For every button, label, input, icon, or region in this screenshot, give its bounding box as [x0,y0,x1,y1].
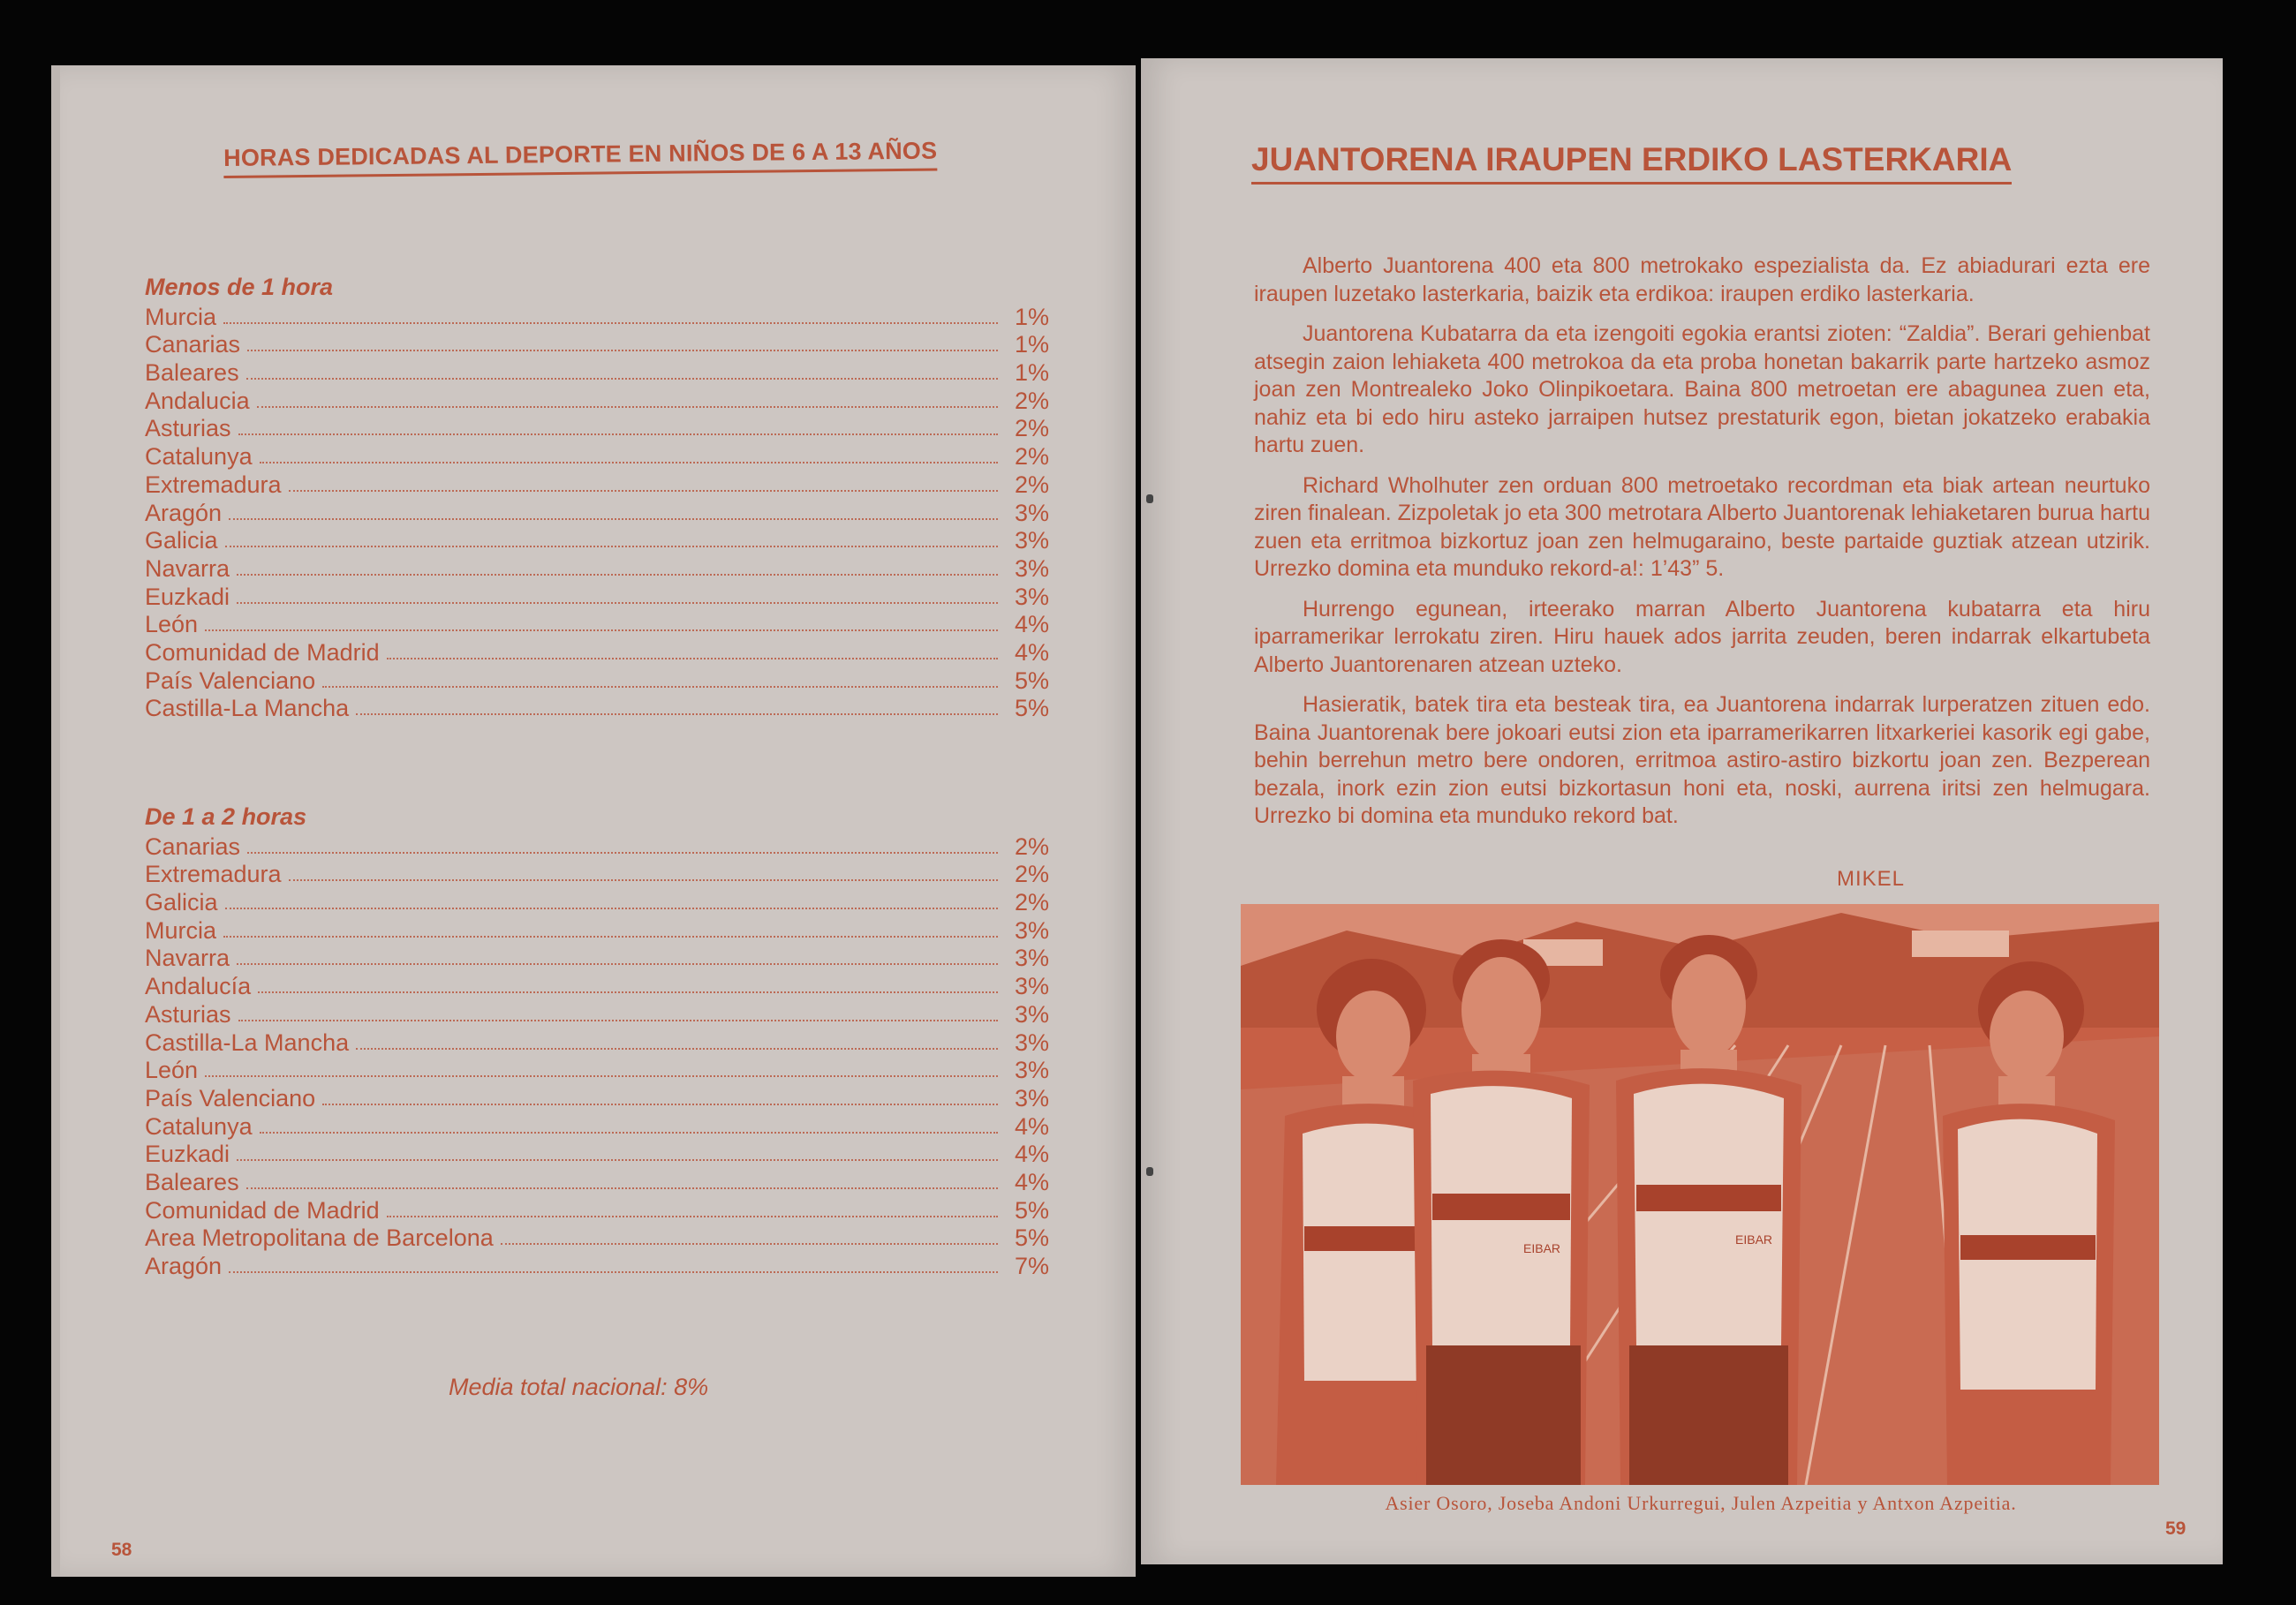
table-row [145,526,1049,554]
region-name: Euzkadi [145,583,230,610]
region-name: Asturias [145,1000,231,1028]
percentage-value: 1% [1014,359,1049,387]
dot-leader [225,546,998,547]
percentage-value: 3% [1014,1000,1049,1028]
table-row [145,832,1049,860]
dot-leader [229,518,998,520]
table-row [145,470,1049,498]
table-row [145,554,1049,582]
region-name: Extremadura [145,471,282,498]
percentage-value: 3% [1014,1057,1049,1084]
dot-leader [237,1159,998,1161]
dot-leader [237,574,998,576]
region-name: Andalucia [145,387,250,414]
percentage-value: 5% [1014,695,1049,722]
region-name: Aragón [145,1253,223,1279]
region-name: León [145,611,199,638]
percentage-value: 7% [1014,1253,1049,1279]
table-row [145,498,1049,526]
region-name: Extremadura [145,861,282,888]
percentage-value: 5% [1014,1224,1049,1252]
region-name: Baleares [145,359,239,387]
table-row [145,610,1049,638]
page-number-right: 59 [2165,1518,2186,1539]
percentage-value: 2% [1014,415,1049,442]
dot-leader [387,1216,998,1217]
table-row [145,916,1049,944]
dot-leader [237,963,998,965]
photo-shirt-text-2: EIBAR [1735,1232,1773,1247]
percentage-value: 1% [1014,331,1049,358]
percentage-value: 2% [1014,471,1049,498]
table-row [145,694,1049,722]
dot-leader [289,879,998,881]
region-name: Castilla-La Mancha [145,695,350,722]
binding-staple-mark [1146,494,1153,503]
table-row [145,582,1049,610]
dot-leader [238,433,998,435]
dot-leader [223,936,998,938]
table-row [145,414,1049,442]
percentage-value: 3% [1014,973,1049,1000]
dot-leader [225,908,998,909]
percentage-value: 3% [1014,554,1049,582]
table-row [145,1111,1049,1140]
percentage-value: 3% [1014,583,1049,610]
dot-leader [322,1104,998,1105]
percentage-value: 4% [1014,638,1049,666]
percentage-value: 2% [1014,833,1049,860]
region-name: Murcia [145,303,217,330]
percentage-value: 4% [1014,1168,1049,1195]
table-row [145,330,1049,358]
table-row [145,441,1049,470]
table-row [145,1251,1049,1279]
dot-leader [238,1020,998,1021]
region-name: Asturias [145,415,231,442]
athletes-photo [1241,904,2159,1485]
percentage-value: 3% [1014,916,1049,944]
percentage-value: 3% [1014,1084,1049,1111]
table-row [145,1028,1049,1056]
dot-leader [501,1243,998,1245]
percentage-value: 5% [1014,1196,1049,1224]
region-name: Andalucía [145,973,252,1000]
hours-table-de-1-a-2-horas [145,832,1049,1279]
table-row [145,637,1049,666]
region-name: País Valenciano [145,1084,316,1111]
table-row [145,971,1049,999]
dot-leader [257,406,998,408]
dot-leader [229,1271,998,1273]
left-page-title: HORAS DEDICADAS AL DEPORTE EN NIÑOS DE 6 A 13 AÑOS [223,138,937,178]
dot-leader [260,1132,998,1134]
dot-leader [205,1075,998,1077]
percentage-value: 2% [1014,443,1049,471]
table-row [145,1167,1049,1195]
region-name: Comunidad de Madrid [145,638,380,666]
dot-leader [223,322,998,324]
region-name: León [145,1057,199,1084]
binding-staple-mark [1146,1167,1153,1176]
left-page [51,65,1136,1577]
region-name: Euzkadi [145,1141,230,1168]
percentage-value: 3% [1014,527,1049,554]
dot-leader [247,350,998,351]
dot-leader [322,686,998,688]
page-number-left: 58 [111,1540,132,1560]
table-row [145,1056,1049,1084]
photo-shirt-text-1: EIBAR [1523,1241,1561,1255]
table-row [145,944,1049,972]
dot-leader [356,713,998,715]
dot-leader [246,1187,998,1189]
dot-leader [246,378,998,380]
dot-leader [289,490,998,492]
percentage-value: 4% [1014,1141,1049,1168]
table-row [145,386,1049,414]
right-page [1141,58,2223,1564]
table-row [145,1195,1049,1224]
percentage-value: 5% [1014,667,1049,694]
hours-table-menos-de-1-hora [145,302,1049,721]
percentage-value: 2% [1014,889,1049,916]
region-name: País Valenciano [145,667,316,694]
table-row [145,887,1049,916]
article-body [1254,252,2150,843]
region-name: Aragón [145,499,223,526]
table-row [145,1140,1049,1168]
table-row [145,358,1049,386]
photo-building [1912,931,2009,957]
table-row [145,1224,1049,1252]
table-row [145,999,1049,1028]
dot-leader [237,602,998,604]
region-name: Galicia [145,527,218,554]
region-name: Catalunya [145,1112,253,1140]
region-name: Canarias [145,833,241,860]
percentage-value: 2% [1014,861,1049,888]
region-name: Catalunya [145,443,253,471]
dot-leader [205,629,998,631]
percentage-value: 2% [1014,387,1049,414]
region-name: Comunidad de Madrid [145,1196,380,1224]
national-average: Media total nacional: 8% [449,1374,709,1400]
dot-leader [247,852,998,854]
region-name: Murcia [145,916,217,944]
region-name: Navarra [145,945,230,972]
percentage-value: 4% [1014,611,1049,638]
photo-caption: Asier Osoro, Joseba Andoni Urkurregui, Julen Azpeitia y Antxon Azpeitia. [1385,1492,2017,1514]
table-row [145,666,1049,694]
dot-leader [387,658,998,659]
percentage-value: 1% [1014,303,1049,330]
table-row [145,302,1049,330]
percentage-value: 3% [1014,1029,1049,1056]
percentage-value: 4% [1014,1112,1049,1140]
article-paragraph-3: Richard Wholhuter zen orduan 800 metroetako recordman eta biak artean neurtuko ziren finalean. Zizpoletak jo eta 300 metrotara Alberto Juantorenak lehiaketaren burua hartu zuen eta erritmoa bizkortuz joan zen helmugaraino, beste partaide guztiak atzean utzirik. Urrezko domina eta munduko rekord-a!: 1’43” 5. [1254,472,2150,581]
table-row [145,860,1049,888]
percentage-value: 3% [1014,945,1049,972]
table-row [145,1083,1049,1111]
percentage-value: 3% [1014,499,1049,526]
article-paragraph-1: Alberto Juantorena 400 eta 800 metrokako espezialista da. Ez abiadurari ezta ere iraupen luzetako lasterkaria, baizik eta erdikoa: iraupen erdiko lasterkaria. [1254,253,2150,306]
region-name: Navarra [145,554,230,582]
article-title: JUANTORENA IRAUPEN ERDIKO LASTERKARIA [1251,141,2012,185]
dot-leader [356,1048,998,1050]
dot-leader [258,991,998,993]
region-name: Galicia [145,889,218,916]
article-paragraph-5: Hasieratik, batek tira eta besteak tira, ea Juantorena indarrak lurperatzen zituen edo. Baina Juantorenak bere jokoari eutsi zion eta iparramerikarren litxarkeriei kasorik egi gabe, behin berrehun metro bere ondoren, erritmoa astiro-astiro bizkortu joan zen. Bezperean bezala, inork ezin zion eutsi bizkortasun honi eta, noski, aurrena iritsi zen helmugara. Urrezko bi domina eta munduko rekord bat. [1254,692,2150,828]
region-name: Castilla-La Mancha [145,1029,350,1056]
region-name: Baleares [145,1168,239,1195]
section-heading-menos-de-1-hora: Menos de 1 hora [145,274,334,300]
article-author: MIKEL [1837,867,1906,891]
article-paragraph-2: Juantorena Kubatarra da eta izengoiti egokia erantsi zioten: “Zaldia”. Berari gehienbat atsegin zaion lehiaketa 400 metrokoa da eta proba honetan bakarrik parte hartzeko asmoz joan zen Montrealeko Joko Olinpikoetara. Baina 800 metroetan ere abagunea zuen eta, nahiz eta bi edo hiru asteko jarraipen hutsez prestaturik egon, bietan jokatzeko erabakia hartu zuen. [1254,321,2150,457]
region-name: Area Metropolitana de Barcelona [145,1224,494,1252]
section-heading-de-1-a-2-horas: De 1 a 2 horas [145,803,307,830]
article-paragraph-4: Hurrengo egunean, irteerako marran Alberto Juantorena kubatarra eta hiru iparramerikar lerrokatu ziren. Hiru hauek ados jarrita zeuden, beren indarrak elkartubeta Alberto Juantorenaren atzean uzteko. [1254,596,2150,677]
region-name: Canarias [145,331,241,358]
dot-leader [260,462,998,463]
